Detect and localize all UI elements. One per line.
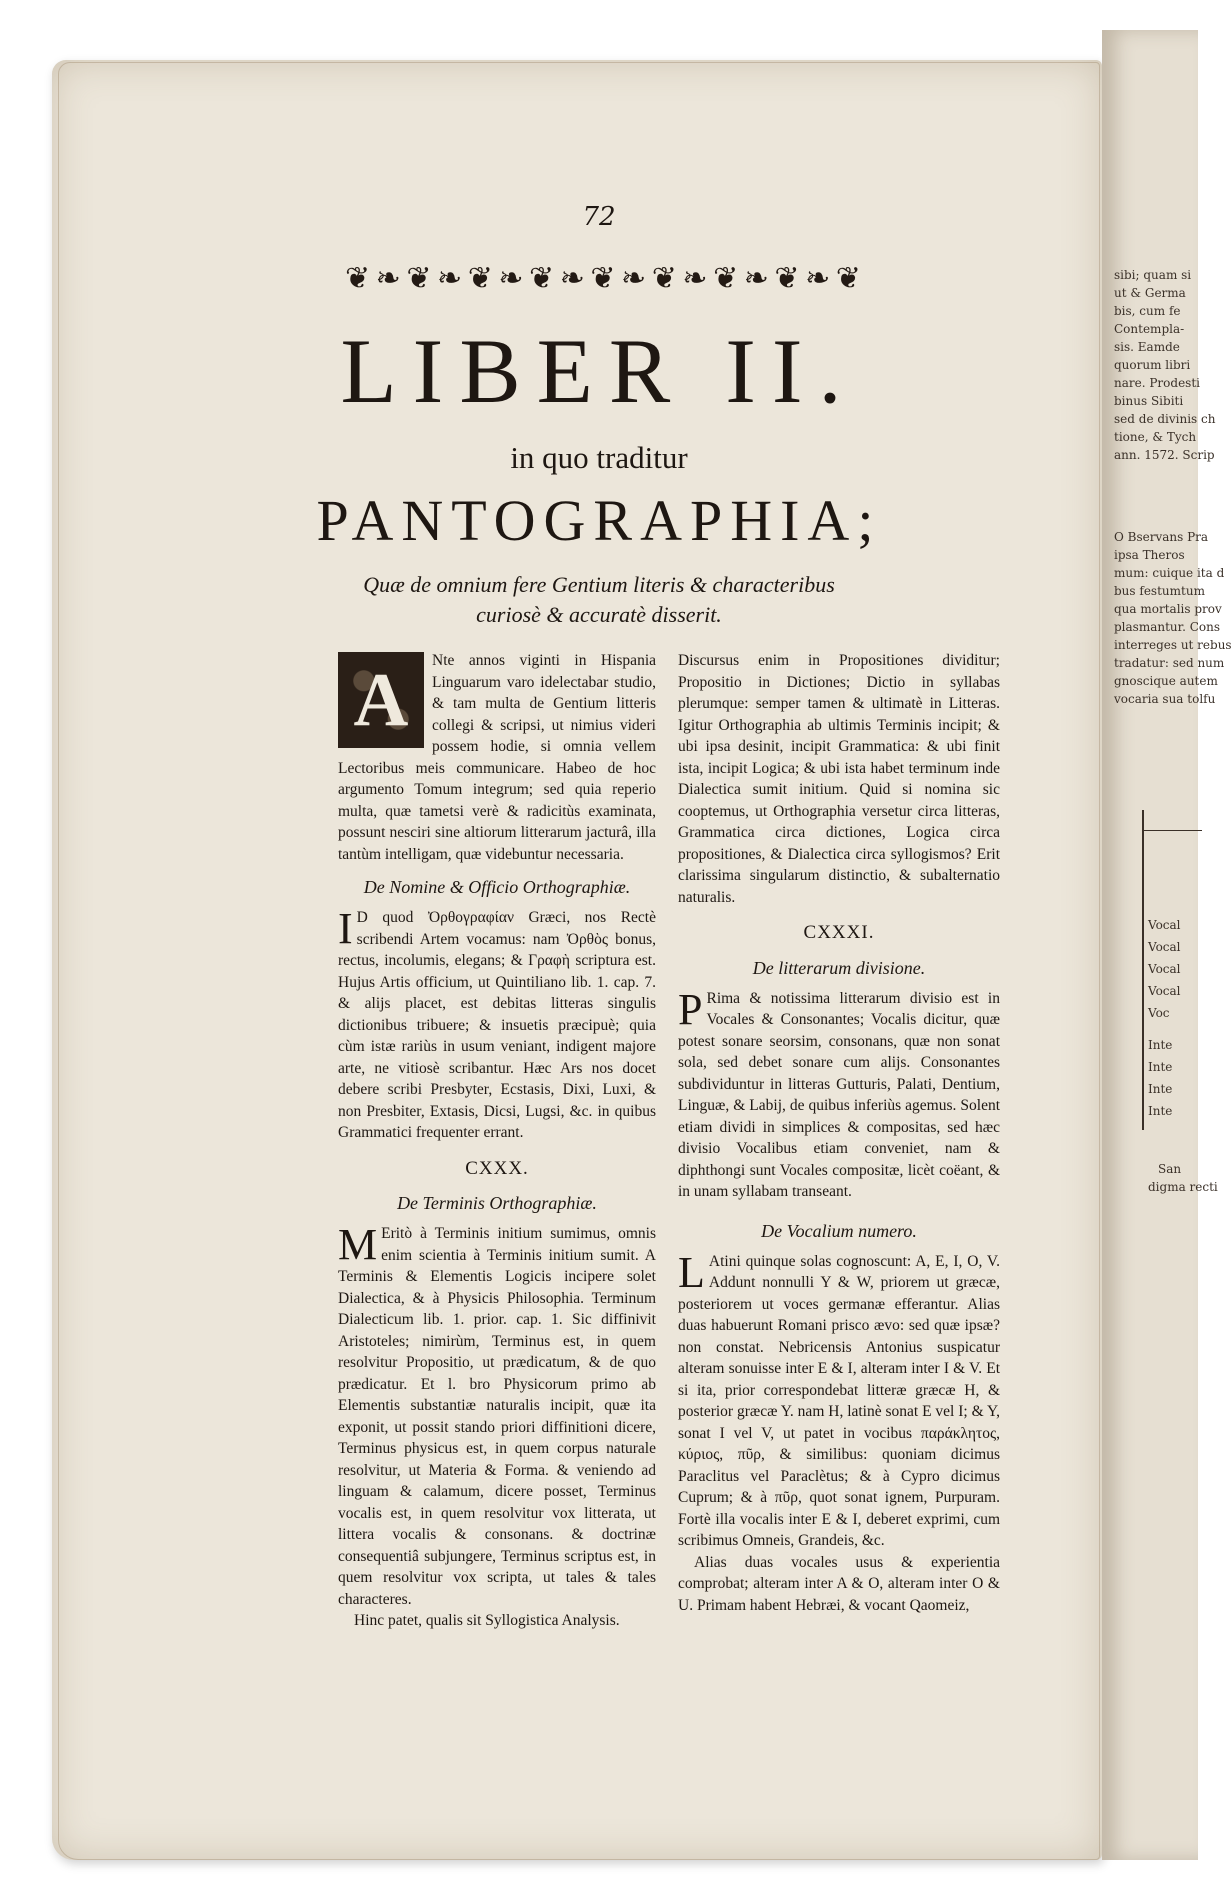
facing-text: Voc xyxy=(1148,1006,1170,1020)
facing-text: qua mortalis prov xyxy=(1114,602,1222,616)
paragraph-text: Eritò à Terminis initium sumimus, omnis enim scientia à Terminis initium sumit. A Terminis & Elementis Logicis incipere solet Dialectica, & à Physicis Philosophia. Terminum Dialecticum lib. 1. prior. cap. 1. Sic diffinivit Aristoteles; nimirùm, Terminus est, in quem resolvitur Propositio, ut prædicatum, & de quo prædicatur. Et l. bro Physicorum primo ab Elementis substantiæ naturalis incipit, quæ ita exponit, ut possit stando priori diffinitioni dicere, Terminus physicus est, in quem corpus naturale resolvitur, ut Materia & Forma. & veniendo ad linguam & calamum, dicere posset, Terminus vocalis est, in quem resolvitur vox litterata, ut littera vocalis & consonans. & doctrinæ consequentiâ subjungere, Terminus scriptus est, in quem resolvitur vox scripta, ut tales & tales characteres. xyxy=(338,1225,656,1608)
facing-text: tradatur: sed num xyxy=(1114,656,1225,670)
section-heading: De litterarum divisione. xyxy=(752,957,926,978)
initial-letter: P xyxy=(678,984,703,1034)
facing-text: bis, cum fe xyxy=(1114,304,1181,318)
facing-text: Vocal xyxy=(1148,962,1181,976)
description-line-2: curiosè & accuratè disserit. xyxy=(476,602,722,627)
facing-text: digma recti xyxy=(1148,1180,1218,1194)
right-column xyxy=(678,650,1000,1616)
facing-text: plasmantur. Cons xyxy=(1114,620,1220,634)
facing-text: gnoscique autem xyxy=(1114,674,1218,688)
section-heading: De Vocalium numero. xyxy=(761,1220,917,1241)
intro-paragraph: Nte annos viginti in Hispania Linguarum varo idelectabar studio, & tam multa de Gentium litteris collegi & scripsi, ut nimius videri possem hodie, si omnia vellem Lectoribus meis communicare. Habeo de hoc argumento Tomum integrum; sed quia reperio multa, quæ tametsi verè & radicitùs examinata, possunt nesciri sine altiorum litterarum jacturâ, illa tantùm intelligam, quæ videbuntur necessaria. xyxy=(338,652,656,863)
facing-text: interreges ut rebus xyxy=(1114,638,1232,652)
paragraph xyxy=(338,1220,656,1610)
facing-text: vocaria sua tolfu xyxy=(1114,692,1216,706)
facing-text: sibi; quam si xyxy=(1114,268,1192,282)
paragraph xyxy=(678,1247,1001,1552)
paragraph-text: Rima & notissima litterarum divisio est in Vocales & Consonantes; Vocalis dicitur, quæ potest sonare seorsim, consonans, quæ non sonat sola, sed debet sonare cum alijs. Consonantes subdividuntur in litteras Gutturis, Palati, Dentium, Linguæ, & Labij, de quibus inferiùs agemus. Solent etiam dividi in simplices & compositas, sed hæc divisio Vocalibus etiam conveniet, nam & diphthongi sunt Vocales compositæ, licèt coëant, & in unam syllabam transeant. xyxy=(678,989,1000,1200)
facing-text: quorum libri xyxy=(1114,358,1191,372)
facing-text: Inte xyxy=(1148,1104,1173,1118)
section-heading: De Nomine & Officio Orthographiæ. xyxy=(363,877,631,897)
paragraph: Discursus enim in Propositiones dividitur; Propositio in Dictiones; Dictio in syllabas plerumque: semper tamen & ultimatè in Litteras. Igitur Orthographia ab ultimis Terminis incipit; & ubi ipsa desinit, incipit Grammatica: & ubi finit ista, incipit Logica; & ubi ista habet terminum inde Dialectica sumit initium. Quid si nomina sic cooptemus, ut Orthographia versetur circa litteras, Grammatica circa dictiones, Logica circa propositiones, & Dialectica circa syllogismos? Erit clarissima singularum distinctio, & subalternatio naturalis. xyxy=(678,652,1000,906)
paragraph-text: Atini quinque solas cognoscunt: A, E, I, O, V. Addunt nonnulli Y & W, priorem ut græcæ, posteriorem ut voces germanæ efferantur. Alias duas habuerunt Romani prisco ævo: sed quæ ipsæ? non constat. Nebricensis Antonius suspicatur alteram sonuisse inter E & I, alteram inter I & V. Et si ita, prior correspondebat litteræ græcæ H, & posterior græcæ Y. nam H, latinè sonat E vel I; & Y, sonat I vel V, ut patet in vocibus παράκλητος, κύριος, πῦρ, & similibus: quoniam dicimus Paraclitus vel Paraclètus; & à Cypro dicimus Cuprum; & à πῦρ, quot sonat ignem, Purpuram. Fortè illa vocalis inter E & I, deberet exprimi, cum scribimus Omneis, Grandeis, &c. xyxy=(678,1252,1001,1549)
facing-text: Inte xyxy=(1148,1038,1173,1052)
initial-letter: I xyxy=(338,904,353,953)
facing-text: Vocal xyxy=(1148,940,1181,954)
facing-text: sed de divinis ch xyxy=(1114,412,1216,426)
facing-text: ipsa Theros xyxy=(1114,548,1185,562)
left-column xyxy=(338,650,656,1632)
paragraph: Hinc patet, qualis sit Syllogistica Analysis. xyxy=(354,1612,620,1629)
facing-text: tione, & Tych xyxy=(1114,430,1197,444)
paragraph-text: D quod Ὀρθογραφίαν Græci, nos Rectè scribendi Artem vocamus: nam Ὀρθὸς bonus, rectus, incolumis, elegans; & Γραφὴ scriptura est. Hujus Artis officium, ut Quintiliano lib. 1. cap. 7. & alijs placet, est debitas litteras singulis dictionibus tribuere; & insuetis præcipuè; quia cùm istæ rariùs in usum veniant, indigent majore arte, ne vitiosè scribantur. Hæc Ars nos docet debere scribi Presbyter, Ecstasis, Dixi, Luxi, & non Presbiter, Extasis, Dicsi, Lugsi, &c. in quibus Grammatici frequenter errant. xyxy=(338,909,656,1141)
title-description xyxy=(0,570,1198,630)
title-intro-line: in quo traditur xyxy=(510,440,688,475)
facing-text: bus festumtum xyxy=(1114,584,1205,598)
facing-text: Inte xyxy=(1148,1082,1173,1096)
facing-text: ann. 1572. Scrip xyxy=(1114,448,1215,462)
facing-page xyxy=(1102,30,1232,1860)
facing-text: Vocal xyxy=(1148,984,1181,998)
facing-text: Vocal xyxy=(1148,918,1181,932)
decorated-initial: A xyxy=(338,652,424,748)
paragraph xyxy=(678,984,1000,1203)
facing-text: mum: cuique ita d xyxy=(1114,566,1225,580)
initial-letter: M xyxy=(338,1220,378,1269)
section-number: CXXX. xyxy=(465,1157,529,1179)
facing-text: San xyxy=(1158,1162,1182,1176)
facing-table-rule xyxy=(1142,810,1144,1130)
facing-text: binus Sibiti xyxy=(1114,394,1184,408)
description-line-1: Quæ de omnium fere Gentium literis & characteribus xyxy=(363,572,835,597)
main-title: PANTOGRAPHIA; xyxy=(316,488,882,553)
book-title: LIBER II. xyxy=(340,320,858,422)
facing-text: Contempla- xyxy=(1114,322,1185,336)
facing-text: nare. Prodesti xyxy=(1114,376,1200,390)
facing-text: sis. Eamde xyxy=(1114,340,1180,354)
initial-letter: L xyxy=(678,1247,705,1297)
section-heading: De Terminis Orthographiæ. xyxy=(397,1193,597,1213)
section-number: CXXXI. xyxy=(803,922,875,943)
paragraph: Alias duas vocales usus & experientia comprobat; alteram inter A & O, alteram inter O & U. Primam habent Hebræi, & vocant Qaomeiz, xyxy=(678,1553,1000,1614)
facing-text: O Bservans Pra xyxy=(1114,530,1209,544)
facing-text: ut & Germa xyxy=(1114,286,1186,300)
page-number: 72 xyxy=(582,202,616,232)
ornament-band: ❦ ❧ ❦ ❧ ❦ ❧ ❦ ❧ ❦ ❧ ❦ ❧ ❦ ❧ ❦ ❧ ❦ xyxy=(345,260,859,296)
facing-text: Inte xyxy=(1148,1060,1173,1074)
facing-table-rule xyxy=(1142,830,1202,831)
paragraph xyxy=(338,904,656,1144)
